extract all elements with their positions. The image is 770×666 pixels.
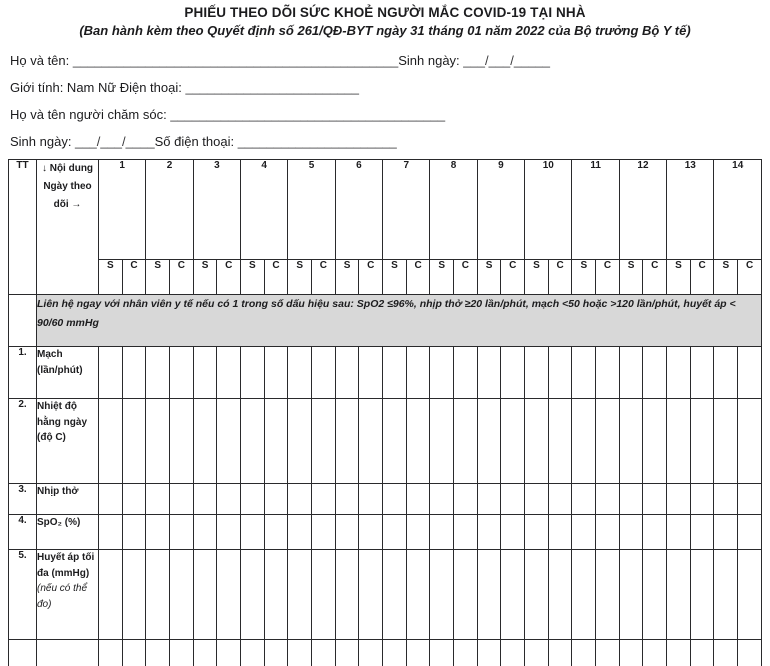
entry-cell bbox=[572, 347, 596, 399]
entry-cell bbox=[383, 484, 407, 515]
entry-cell bbox=[738, 399, 762, 484]
entry-cell bbox=[714, 640, 738, 666]
entry-cell bbox=[454, 347, 478, 399]
entry-cell bbox=[548, 399, 572, 484]
row-label: Nhịp thở bbox=[37, 484, 99, 515]
entry-cell bbox=[241, 550, 265, 640]
entry-cell bbox=[643, 399, 667, 484]
entry-cell bbox=[406, 399, 430, 484]
entry-cell bbox=[359, 550, 383, 640]
entry-cell bbox=[288, 484, 312, 515]
entry-cell bbox=[738, 640, 762, 666]
entry-cell bbox=[596, 399, 620, 484]
entry-cell bbox=[170, 515, 194, 550]
entry-cell bbox=[288, 347, 312, 399]
entry-cell bbox=[312, 399, 336, 484]
document-title: PHIẾU THEO DÕI SỨC KHOẺ NGƯỜI MẮC COVID-19 TẠI NHÀ bbox=[184, 5, 586, 20]
entry-cell bbox=[738, 484, 762, 515]
entry-cell bbox=[596, 347, 620, 399]
entry-cell bbox=[572, 550, 596, 640]
entry-cell bbox=[714, 484, 738, 515]
vital-row-5 bbox=[9, 550, 762, 640]
entry-cell bbox=[359, 484, 383, 515]
row-number: 1. bbox=[9, 347, 37, 399]
entry-cell bbox=[335, 640, 359, 666]
entry-cell bbox=[359, 399, 383, 484]
field-blank: ___/___/_____ bbox=[463, 53, 551, 68]
entry-cell bbox=[690, 640, 714, 666]
patient-info-form bbox=[0, 47, 770, 155]
session-header-s-day13: S bbox=[667, 260, 691, 295]
entry-cell bbox=[288, 550, 312, 640]
entry-cell bbox=[596, 484, 620, 515]
row-number: 4. bbox=[9, 515, 37, 550]
entry-cell bbox=[525, 484, 549, 515]
field-blank: ______________________________________ bbox=[170, 107, 446, 122]
entry-cell bbox=[406, 515, 430, 550]
session-header-s-day8: S bbox=[430, 260, 454, 295]
entry-cell bbox=[619, 640, 643, 666]
day-header-3: 3 bbox=[193, 160, 240, 260]
entry-cell bbox=[525, 550, 549, 640]
entry-cell bbox=[714, 550, 738, 640]
entry-cell bbox=[548, 515, 572, 550]
entry-cell bbox=[548, 347, 572, 399]
day-header-5: 5 bbox=[288, 160, 335, 260]
entry-cell bbox=[477, 399, 501, 484]
field-label: Giới tính: Nam Nữ Điện thoại: bbox=[10, 80, 186, 95]
day-header-11: 11 bbox=[572, 160, 619, 260]
entry-cell bbox=[217, 484, 241, 515]
session-header-c-day10: C bbox=[548, 260, 572, 295]
entry-cell bbox=[312, 484, 336, 515]
entry-cell bbox=[241, 640, 265, 666]
entry-cell bbox=[643, 515, 667, 550]
alert-row bbox=[9, 295, 762, 347]
day-header-2: 2 bbox=[146, 160, 193, 260]
entry-cell bbox=[667, 640, 691, 666]
entry-cell bbox=[572, 484, 596, 515]
day-header-10: 10 bbox=[525, 160, 572, 260]
entry-cell bbox=[193, 640, 217, 666]
day-header-12: 12 bbox=[619, 160, 666, 260]
entry-cell bbox=[288, 515, 312, 550]
document-header bbox=[0, 0, 770, 39]
entry-cell bbox=[122, 399, 146, 484]
vital-row-2 bbox=[9, 399, 762, 484]
entry-cell bbox=[667, 515, 691, 550]
entry-cell bbox=[643, 640, 667, 666]
session-header-c-day2: C bbox=[170, 260, 194, 295]
field-label: Họ và tên: bbox=[10, 53, 73, 68]
entry-cell bbox=[454, 484, 478, 515]
entry-cell bbox=[146, 484, 170, 515]
entry-cell bbox=[501, 515, 525, 550]
session-header-c-day3: C bbox=[217, 260, 241, 295]
entry-cell bbox=[501, 347, 525, 399]
entry-cell bbox=[146, 347, 170, 399]
entry-cell bbox=[99, 347, 123, 399]
entry-cell bbox=[359, 515, 383, 550]
entry-cell bbox=[501, 399, 525, 484]
entry-cell bbox=[548, 550, 572, 640]
session-header-c-day11: C bbox=[596, 260, 620, 295]
entry-cell bbox=[312, 515, 336, 550]
entry-cell bbox=[122, 550, 146, 640]
row-number: 3. bbox=[9, 484, 37, 515]
entry-cell bbox=[548, 640, 572, 666]
session-header-c-day1: C bbox=[122, 260, 146, 295]
entry-cell bbox=[241, 484, 265, 515]
entry-cell bbox=[170, 347, 194, 399]
row-label: Mạch (lần/phút) bbox=[37, 347, 99, 399]
col-header-content: ↓ Nội dung Ngày theo dõi → bbox=[37, 160, 99, 295]
entry-cell bbox=[714, 347, 738, 399]
session-header-s-day12: S bbox=[619, 260, 643, 295]
entry-cell bbox=[477, 550, 501, 640]
entry-cell bbox=[170, 399, 194, 484]
entry-cell bbox=[217, 347, 241, 399]
entry-cell bbox=[454, 515, 478, 550]
entry-cell bbox=[690, 484, 714, 515]
row-number: 2. bbox=[9, 399, 37, 484]
entry-cell bbox=[477, 640, 501, 666]
entry-cell bbox=[312, 550, 336, 640]
entry-cell bbox=[406, 550, 430, 640]
entry-cell bbox=[217, 640, 241, 666]
day-header-8: 8 bbox=[430, 160, 477, 260]
field-label: Sinh ngày: bbox=[398, 53, 464, 68]
entry-cell bbox=[406, 484, 430, 515]
day-header-1: 1 bbox=[99, 160, 146, 260]
entry-cell bbox=[596, 515, 620, 550]
entry-cell bbox=[241, 347, 265, 399]
day-header-14: 14 bbox=[714, 160, 762, 260]
entry-cell bbox=[430, 347, 454, 399]
entry-cell bbox=[335, 399, 359, 484]
day-header-7: 7 bbox=[383, 160, 430, 260]
entry-cell bbox=[525, 515, 549, 550]
entry-cell bbox=[335, 550, 359, 640]
entry-cell bbox=[312, 640, 336, 666]
session-header-c-day13: C bbox=[690, 260, 714, 295]
entry-cell bbox=[335, 515, 359, 550]
entry-cell bbox=[193, 399, 217, 484]
day-header-9: 9 bbox=[477, 160, 524, 260]
entry-cell bbox=[430, 399, 454, 484]
entry-cell bbox=[690, 399, 714, 484]
entry-cell bbox=[217, 515, 241, 550]
entry-cell bbox=[241, 399, 265, 484]
entry-cell bbox=[383, 550, 407, 640]
entry-cell bbox=[359, 640, 383, 666]
entry-cell bbox=[454, 640, 478, 666]
entry-cell bbox=[501, 640, 525, 666]
entry-cell bbox=[667, 399, 691, 484]
entry-cell bbox=[335, 347, 359, 399]
entry-cell bbox=[193, 515, 217, 550]
entry-cell bbox=[596, 640, 620, 666]
entry-cell bbox=[146, 550, 170, 640]
entry-cell bbox=[170, 550, 194, 640]
entry-cell bbox=[241, 515, 265, 550]
session-header-s-day6: S bbox=[335, 260, 359, 295]
entry-cell bbox=[477, 484, 501, 515]
entry-cell bbox=[643, 550, 667, 640]
entry-cell bbox=[264, 347, 288, 399]
row-label: Nhiệt độ hằng ngày (độ C) bbox=[37, 399, 99, 484]
session-header-c-day8: C bbox=[454, 260, 478, 295]
entry-cell bbox=[596, 550, 620, 640]
entry-cell bbox=[288, 640, 312, 666]
field-label: Sinh ngày: bbox=[10, 134, 76, 149]
session-header-c-day5: C bbox=[312, 260, 336, 295]
session-header-c-day6: C bbox=[359, 260, 383, 295]
session-header-c-day12: C bbox=[643, 260, 667, 295]
entry-cell bbox=[430, 550, 454, 640]
entry-cell bbox=[264, 515, 288, 550]
row-number: 5. bbox=[9, 550, 37, 640]
entry-cell bbox=[738, 550, 762, 640]
entry-cell bbox=[714, 515, 738, 550]
entry-cell bbox=[501, 484, 525, 515]
form-line-1 bbox=[10, 47, 770, 74]
field-label: Họ và tên người chăm sóc: bbox=[10, 107, 171, 122]
entry-cell bbox=[217, 399, 241, 484]
session-header-s-day10: S bbox=[525, 260, 549, 295]
entry-cell bbox=[264, 484, 288, 515]
session-header-s-day11: S bbox=[572, 260, 596, 295]
entry-cell bbox=[122, 347, 146, 399]
vital-row-1 bbox=[9, 347, 762, 399]
entry-cell bbox=[146, 399, 170, 484]
field-blank: ___/___/____ bbox=[75, 134, 155, 149]
row-label bbox=[37, 640, 99, 666]
entry-cell bbox=[288, 399, 312, 484]
entry-cell bbox=[525, 347, 549, 399]
entry-cell bbox=[99, 399, 123, 484]
entry-cell bbox=[619, 515, 643, 550]
entry-cell bbox=[406, 347, 430, 399]
entry-cell bbox=[525, 640, 549, 666]
entry-cell bbox=[738, 347, 762, 399]
entry-cell bbox=[667, 484, 691, 515]
entry-cell bbox=[122, 515, 146, 550]
entry-cell bbox=[430, 515, 454, 550]
entry-cell bbox=[383, 515, 407, 550]
form-line-2 bbox=[10, 74, 770, 101]
entry-cell bbox=[170, 640, 194, 666]
session-header-c-day4: C bbox=[264, 260, 288, 295]
alert-note: Liên hệ ngay với nhân viên y tế nếu có 1 trong số dấu hiệu sau: SpO2 ≤96%, nhịp thở ≥20 lần/phút, mạch <50 hoặc >120 lần/phút, huyết áp < 90/60 mmHg bbox=[37, 295, 762, 347]
entry-cell bbox=[477, 347, 501, 399]
entry-cell bbox=[99, 515, 123, 550]
session-header-row bbox=[9, 260, 762, 295]
field-label: Số điện thoại: bbox=[154, 134, 238, 149]
entry-cell bbox=[264, 640, 288, 666]
entry-cell bbox=[146, 515, 170, 550]
entry-cell bbox=[264, 550, 288, 640]
day-header-13: 13 bbox=[667, 160, 714, 260]
day-header-4: 4 bbox=[241, 160, 288, 260]
row-label: SpO₂ (%) bbox=[37, 515, 99, 550]
field-blank: ______________________ bbox=[237, 134, 397, 149]
session-header-s-day14: S bbox=[714, 260, 738, 295]
entry-cell bbox=[335, 484, 359, 515]
entry-cell bbox=[572, 399, 596, 484]
session-header-s-day4: S bbox=[241, 260, 265, 295]
entry-cell bbox=[477, 515, 501, 550]
entry-cell bbox=[383, 399, 407, 484]
vital-row-3 bbox=[9, 484, 762, 515]
entry-cell bbox=[690, 347, 714, 399]
session-header-s-day7: S bbox=[383, 260, 407, 295]
entry-cell bbox=[193, 484, 217, 515]
entry-cell bbox=[690, 550, 714, 640]
entry-cell bbox=[643, 347, 667, 399]
entry-cell bbox=[383, 347, 407, 399]
row-label-note: (nếu có thể đo) bbox=[37, 583, 88, 610]
col-header-tt: TT bbox=[9, 160, 37, 295]
entry-cell bbox=[572, 640, 596, 666]
field-blank: _____________________________________________ bbox=[72, 53, 399, 68]
monitor-table bbox=[8, 159, 762, 666]
session-header-c-day9: C bbox=[501, 260, 525, 295]
session-header-s-day2: S bbox=[146, 260, 170, 295]
entry-cell bbox=[406, 640, 430, 666]
entry-cell bbox=[312, 347, 336, 399]
entry-cell bbox=[146, 640, 170, 666]
entry-cell bbox=[619, 550, 643, 640]
session-header-c-day7: C bbox=[406, 260, 430, 295]
entry-cell bbox=[170, 484, 194, 515]
entry-cell bbox=[264, 399, 288, 484]
entry-cell bbox=[454, 399, 478, 484]
row-label: Huyết áp tối đa (mmHg) (nếu có thể đo) bbox=[37, 550, 99, 640]
day-header-6: 6 bbox=[335, 160, 382, 260]
entry-cell bbox=[667, 347, 691, 399]
entry-cell bbox=[667, 550, 691, 640]
entry-cell bbox=[122, 640, 146, 666]
entry-cell bbox=[738, 515, 762, 550]
entry-cell bbox=[99, 550, 123, 640]
form-line-4 bbox=[10, 128, 770, 155]
entry-cell bbox=[714, 399, 738, 484]
entry-cell bbox=[690, 515, 714, 550]
table-header-row bbox=[9, 160, 762, 260]
entry-cell bbox=[359, 347, 383, 399]
entry-cell bbox=[619, 347, 643, 399]
session-header-s-day3: S bbox=[193, 260, 217, 295]
field-blank: ________________________ bbox=[185, 80, 359, 95]
entry-cell bbox=[619, 484, 643, 515]
entry-cell bbox=[383, 640, 407, 666]
form-line-3 bbox=[10, 101, 770, 128]
entry-cell bbox=[193, 550, 217, 640]
entry-cell bbox=[454, 550, 478, 640]
document-subtitle: (Ban hành kèm theo Quyết định số 261/QĐ-BYT ngày 31 tháng 01 năm 2022 của Bộ trưởng Bộ Y tế) bbox=[79, 23, 691, 38]
entry-cell bbox=[430, 484, 454, 515]
vital-row-4 bbox=[9, 515, 762, 550]
entry-cell bbox=[643, 484, 667, 515]
vital-row-6-partial bbox=[9, 640, 762, 666]
entry-cell bbox=[619, 399, 643, 484]
entry-cell bbox=[193, 347, 217, 399]
alert-row-tt-cell bbox=[9, 295, 37, 347]
entry-cell bbox=[525, 399, 549, 484]
entry-cell bbox=[217, 550, 241, 640]
row-number bbox=[9, 640, 37, 666]
entry-cell bbox=[572, 515, 596, 550]
session-header-s-day5: S bbox=[288, 260, 312, 295]
entry-cell bbox=[548, 484, 572, 515]
entry-cell bbox=[99, 640, 123, 666]
session-header-s-day1: S bbox=[99, 260, 123, 295]
entry-cell bbox=[430, 640, 454, 666]
entry-cell bbox=[122, 484, 146, 515]
entry-cell bbox=[501, 550, 525, 640]
session-header-c-day14: C bbox=[738, 260, 762, 295]
entry-cell bbox=[99, 484, 123, 515]
session-header-s-day9: S bbox=[477, 260, 501, 295]
